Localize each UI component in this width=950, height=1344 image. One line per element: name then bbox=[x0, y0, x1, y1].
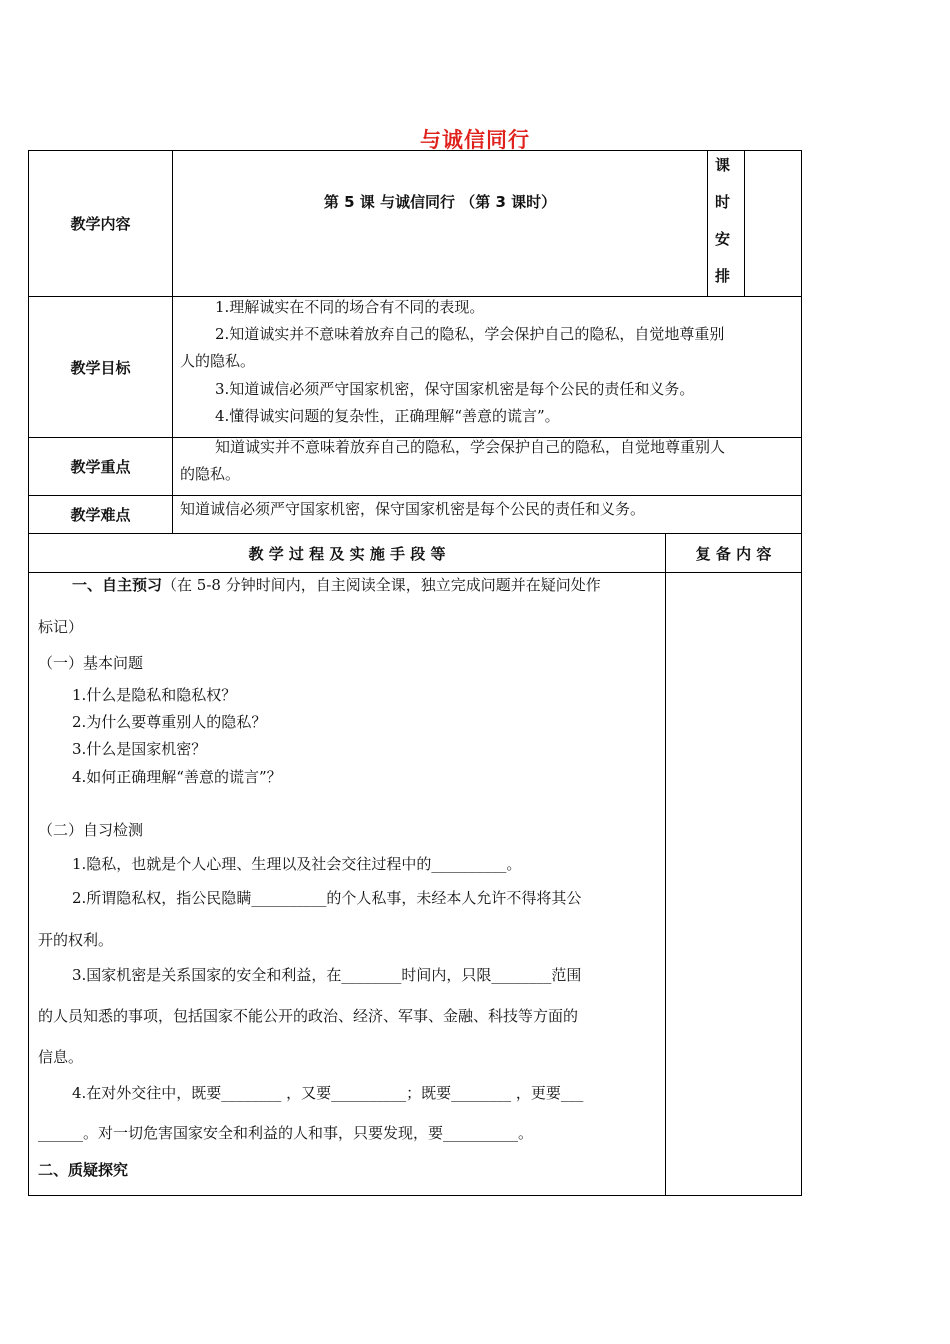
schedule-char: 时 bbox=[715, 193, 731, 211]
section1-note-cont: 标记） bbox=[38, 618, 84, 636]
schedule-char: 排 bbox=[715, 267, 731, 285]
keypoint-line: 知道诚实并不意味着放弃自己的隐私，学会保护自己的隐私，自觉地尊重别人 bbox=[215, 438, 726, 456]
check-line: 2.所谓隐私权，指公民隐瞒__________的个人私事，未经本人允许不得将其公 bbox=[72, 889, 582, 907]
goal-line: 1.理解诚实在不同的场合有不同的表现。 bbox=[215, 298, 485, 316]
schedule-char: 安 bbox=[715, 230, 731, 248]
content-label: 教学内容 bbox=[70, 215, 131, 233]
basic-question: 1.什么是隐私和隐私权？ bbox=[72, 686, 237, 704]
keypoints-label: 教学重点 bbox=[70, 458, 131, 476]
process-header: 教 学 过 程 及 实 施 手 段 等 bbox=[248, 544, 446, 563]
schedule-char: 课 bbox=[715, 156, 731, 174]
schedule-value-cell bbox=[744, 150, 802, 297]
check-line: 开的权利。 bbox=[38, 931, 114, 949]
check-line: 1.隐私，也就是个人心理、生理以及社会交往过程中的__________。 bbox=[72, 855, 522, 873]
basic-title: （一）基本问题 bbox=[38, 654, 144, 672]
section1-note: （在 5-8 分钟时间内，自主阅读全课，独立完成问题并在疑问处作 bbox=[162, 576, 601, 594]
difficulty-label: 教学难点 bbox=[70, 506, 131, 524]
goals-label-cell bbox=[28, 296, 173, 438]
check-title: （二）自习检测 bbox=[38, 821, 144, 839]
section1-title: 一、自主预习 bbox=[72, 576, 163, 594]
basic-question: 3.什么是国家机密？ bbox=[72, 740, 207, 758]
check-line: 信息。 bbox=[38, 1048, 84, 1066]
basic-question: 2.为什么要尊重别人的隐私？ bbox=[72, 713, 267, 731]
content-value-cell bbox=[172, 150, 708, 297]
goal-line: 3.知道诚信必须严守国家机密，保守国家机密是每个公民的责任和义务。 bbox=[215, 380, 695, 398]
goal-line: 2.知道诚实并不意味着放弃自己的隐私，学会保护自己的隐私，自觉地尊重别 bbox=[215, 325, 725, 343]
section1-heading bbox=[72, 572, 601, 599]
page-title: 与诚信同行 bbox=[420, 128, 530, 152]
check-line: 的人员知悉的事项，包括国家不能公开的政治、经济、军事、金融、科技等方面的 bbox=[38, 1007, 579, 1025]
goals-label: 教学目标 bbox=[70, 358, 131, 377]
goal-line: 4.懂得诚实问题的复杂性，正确理解“善意的谎言”。 bbox=[215, 407, 560, 425]
section2-title: 二、质疑探究 bbox=[38, 1161, 129, 1179]
check-line: 3.国家机密是关系国家的安全和利益，在________时间内，只限________范围 bbox=[72, 966, 582, 984]
basic-question: 4.如何正确理解“善意的谎言”？ bbox=[72, 768, 282, 786]
difficulty-label-cell bbox=[28, 495, 173, 534]
process-header-cell bbox=[28, 533, 666, 573]
keypoint-line: 的隐私。 bbox=[180, 465, 241, 483]
difficulty-text: 知道诚信必须严守国家机密，保守国家机密是每个公民的责任和义务。 bbox=[180, 500, 646, 518]
check-line: 4.在对外交往中，既要________ ，又要__________；既要________ ，更要___ bbox=[72, 1084, 584, 1102]
review-body-cell bbox=[665, 572, 802, 1196]
review-header-cell bbox=[665, 533, 802, 573]
check-line: ______。对一切危害国家安全和利益的人和事，只要发现，要__________。 bbox=[38, 1124, 534, 1142]
keypoints-label-cell bbox=[28, 437, 173, 496]
goal-line: 人的隐私。 bbox=[180, 352, 256, 370]
review-header: 复 备 内 容 bbox=[695, 544, 772, 563]
content-label-cell bbox=[28, 150, 173, 297]
lesson-title: 第 5 课 与诚信同行 （第 3 课时） bbox=[323, 193, 557, 211]
